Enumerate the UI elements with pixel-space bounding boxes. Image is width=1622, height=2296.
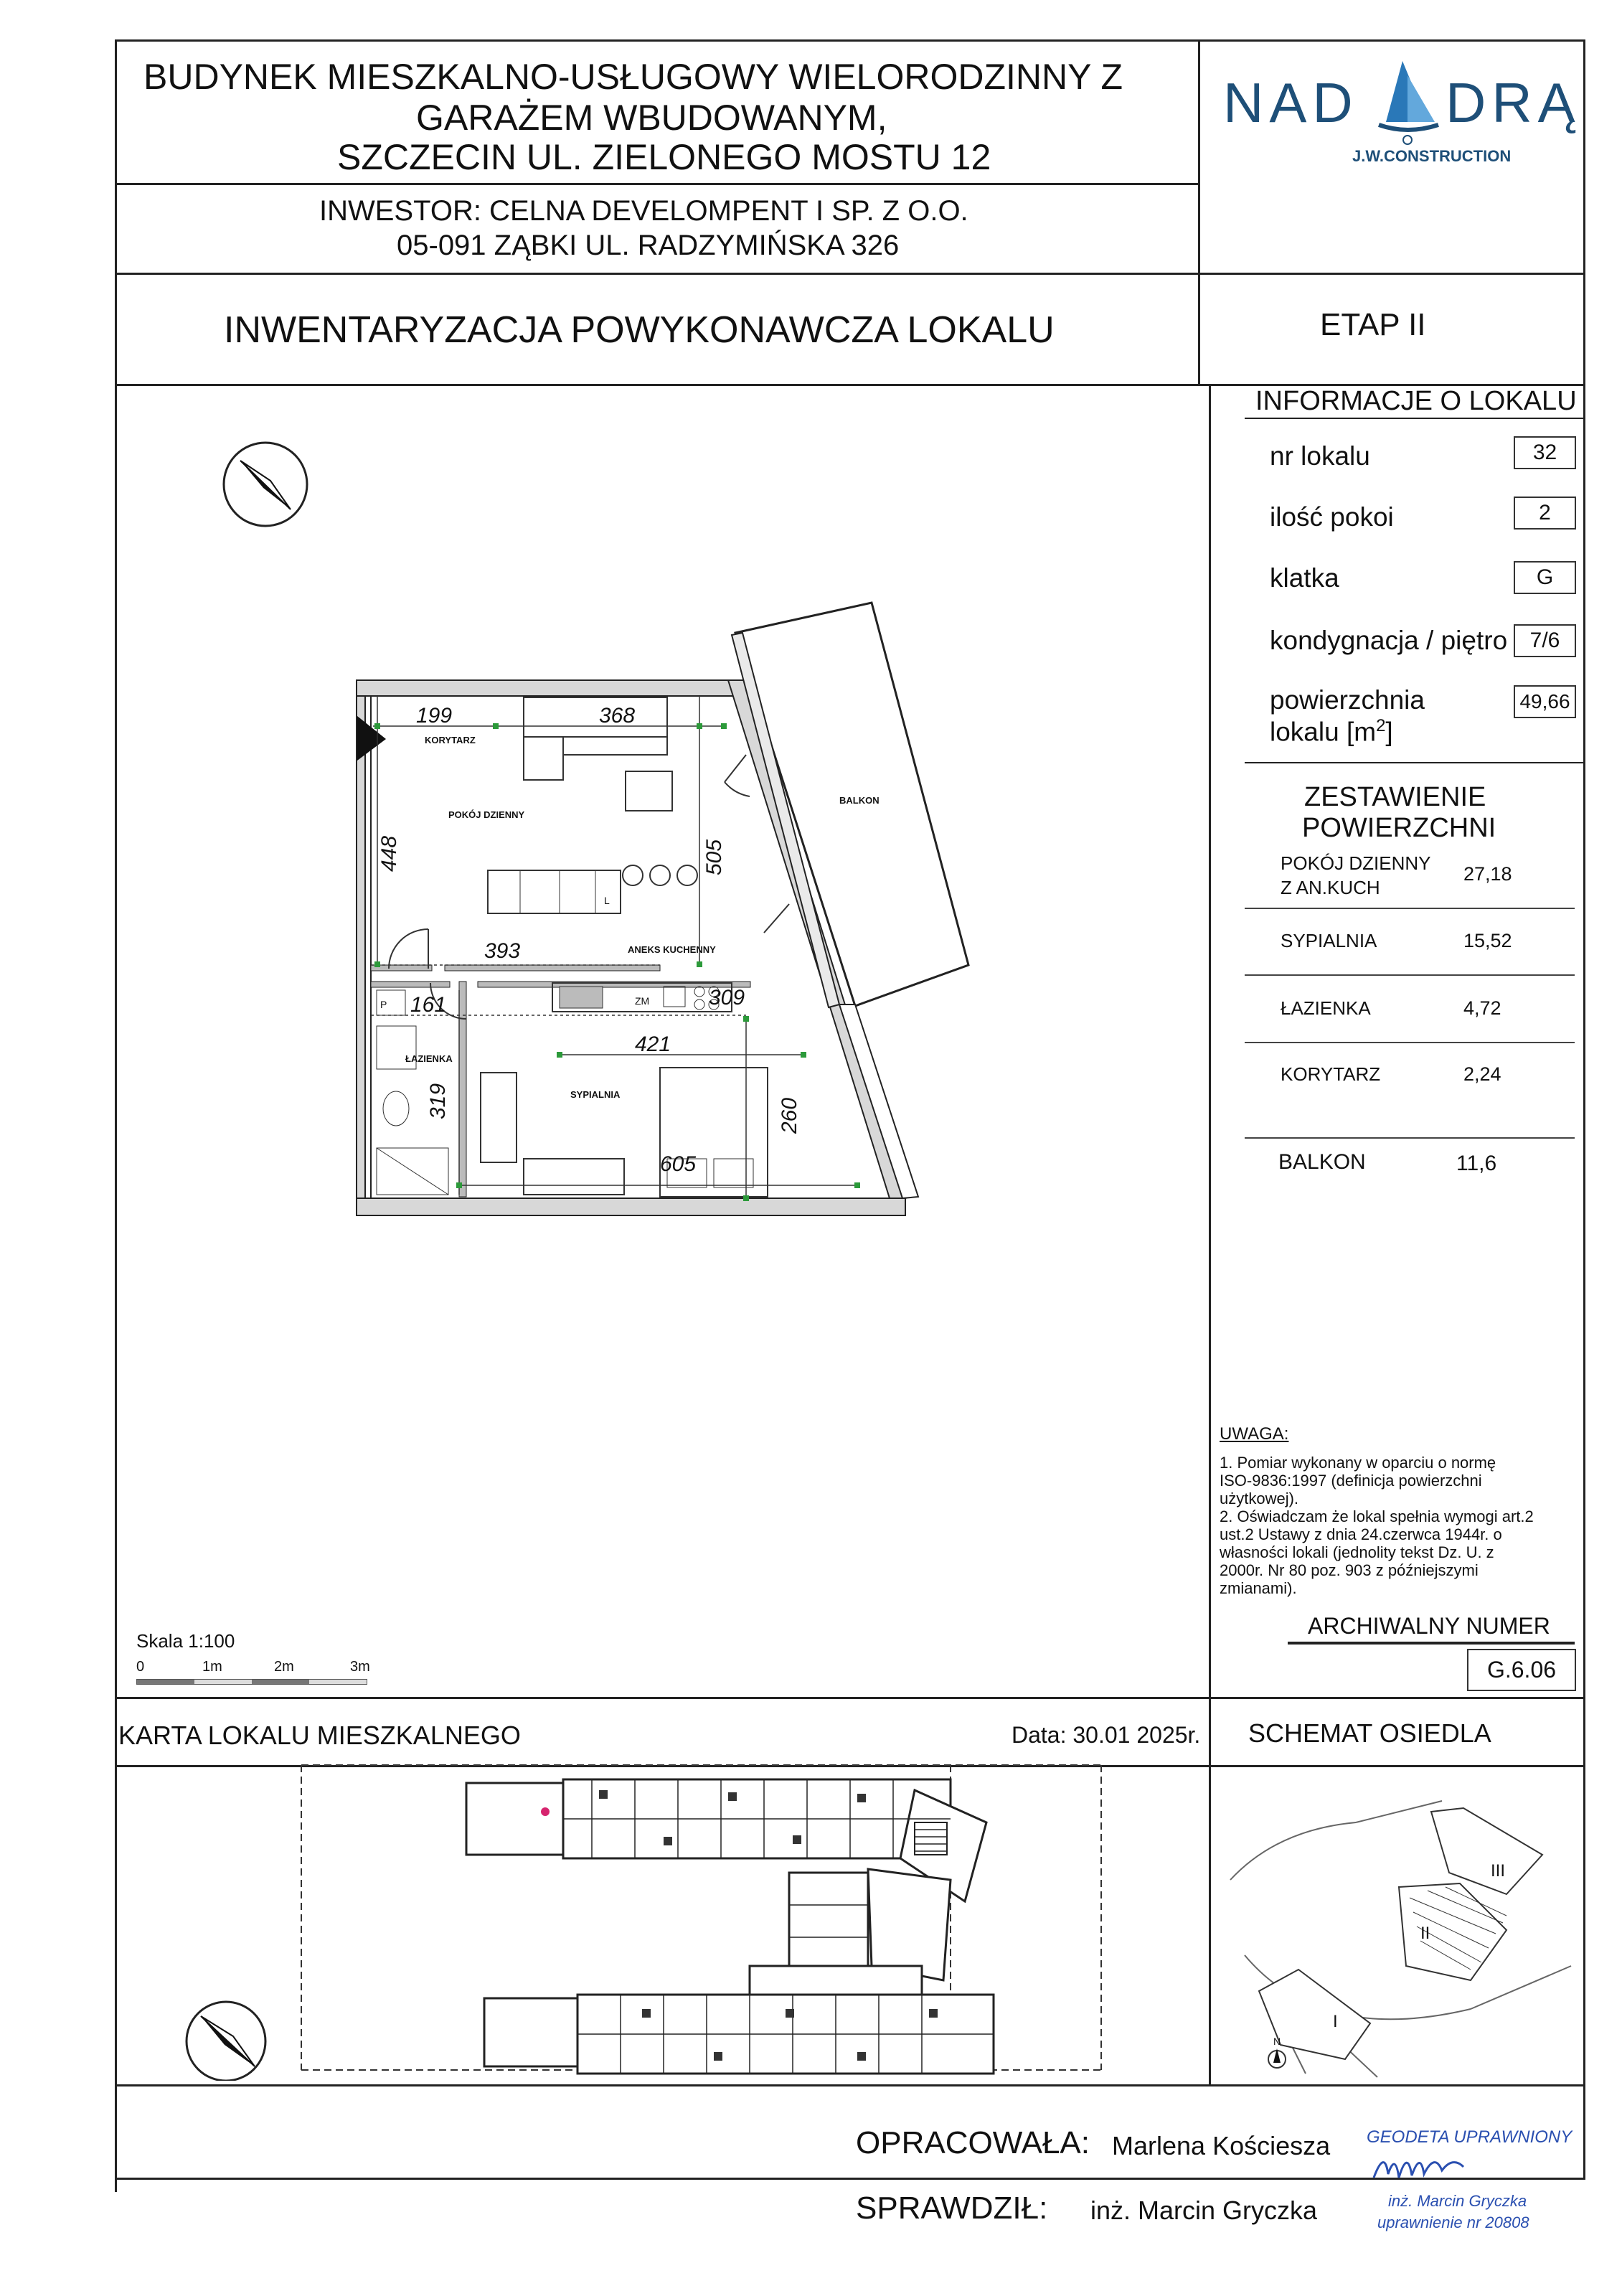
- scale-tick: 3m: [350, 1659, 370, 1675]
- area-label-hall: KORYTARZ: [1281, 1063, 1381, 1085]
- divider-h2: [115, 273, 1585, 275]
- note-line: ISO-9836:1997 (definicja powierzchni: [1220, 1472, 1482, 1490]
- svg-text:DRĄ: DRĄ: [1446, 71, 1578, 134]
- area-label-balcony: BALKON: [1278, 1150, 1366, 1174]
- info-value-floor: 7/6: [1514, 624, 1576, 657]
- area-row-sep-2: [1245, 974, 1575, 976]
- info-value-stair: G: [1514, 561, 1576, 594]
- scheme-label-1: I: [1333, 2012, 1338, 2031]
- room-bathroom: ŁAZIENKA: [405, 1053, 453, 1064]
- note-line: 2000r. Nr 80 poz. 903 z późniejszymi: [1220, 1561, 1479, 1579]
- title-line1: BUDYNEK MIESZKALNO-USŁUGOWY WIELORODZINNY Z: [143, 57, 1123, 97]
- dim-368: 368: [599, 704, 636, 728]
- note-line: ust.2 Ustawy z dnia 24.czerwca 1944r. o: [1220, 1525, 1502, 1543]
- note-line: zmianami).: [1220, 1579, 1297, 1597]
- room-kitchen: ANEKS KUCHENNY: [628, 944, 716, 955]
- room-bedroom: SYPIALNIA: [570, 1089, 621, 1100]
- area-label-living: POKÓJ DZIENNY: [1281, 852, 1431, 874]
- surveyor-stamp: [1356, 2120, 1573, 2257]
- areas-heading2: POWIERZCHNI: [1302, 813, 1496, 843]
- svg-text:NAD: NAD: [1223, 71, 1359, 134]
- area-label-bath: ŁAZIENKA: [1281, 997, 1371, 1019]
- note-line: użytkowej).: [1220, 1490, 1299, 1507]
- prepared-name: Marlena Kościesza: [1112, 2131, 1331, 2160]
- title-line2: GARAŻEM WBUDOWANYM,: [416, 98, 887, 138]
- note-line: 2. Oświadczam że lokal spełnia wymogi art.2: [1220, 1507, 1534, 1525]
- stage-label: ETAP II: [1320, 307, 1426, 342]
- archive-label: ARCHIWALNY NUMER: [1308, 1613, 1550, 1639]
- info-label-area: powierzchnia: [1270, 685, 1425, 715]
- area-label-bedroom: SYPIALNIA: [1281, 930, 1377, 951]
- info-value-nr: 32: [1514, 436, 1576, 469]
- scale-tick: 0: [136, 1659, 145, 1675]
- archive-underline: [1288, 1642, 1575, 1645]
- info-separator: [1245, 762, 1585, 763]
- scale-label: Skala 1:100: [136, 1630, 235, 1652]
- area-row-sep-4: [1245, 1137, 1575, 1139]
- dim-161: 161: [410, 993, 447, 1017]
- stamp-line2: inż. Marcin Gryczka: [1388, 2192, 1527, 2210]
- dim-605: 605: [660, 1152, 697, 1176]
- area-row-sep-1: [1245, 908, 1575, 909]
- archive-value: G.6.06: [1467, 1649, 1576, 1691]
- dim-505: 505: [702, 839, 726, 875]
- checked-name: inż. Marcin Gryczka: [1090, 2196, 1318, 2225]
- mark-p: P: [380, 999, 387, 1010]
- divider-footer-top: [115, 1697, 1585, 1699]
- scale-tick: 1m: [202, 1659, 222, 1675]
- mark-l: L: [604, 895, 610, 906]
- scheme-north-label: N: [1273, 2036, 1281, 2047]
- scheme-label-2: II: [1420, 1924, 1430, 1943]
- info-heading: INFORMACJE O LOKALU: [1255, 386, 1577, 416]
- info-label-floor: kondygnacja / piętro: [1270, 626, 1508, 655]
- investor-line2: 05-091 ZĄBKI UL. RADZYMIŃSKA 326: [397, 230, 900, 261]
- scale-tick: 2m: [274, 1659, 294, 1675]
- dim-319: 319: [426, 1083, 450, 1119]
- area-value-balcony: 11,6: [1456, 1152, 1497, 1175]
- dim-309: 309: [709, 986, 745, 1010]
- room-korytarz: KORYTARZ: [425, 735, 476, 745]
- room-living: POKÓJ DZIENNY: [448, 809, 525, 820]
- stamp-line1: GEODETA UPRAWNIONY: [1367, 2127, 1573, 2147]
- notes-heading: UWAGA:: [1220, 1424, 1289, 1444]
- area-value-bedroom: 15,52: [1463, 930, 1512, 951]
- investor-line1: INWESTOR: CELNA DEVELOMPENT I SP. Z O.O.: [319, 195, 968, 227]
- note-line: 1. Pomiar wykonany w oparciu o normę: [1220, 1454, 1496, 1472]
- site-scheme: [1212, 1772, 1582, 2081]
- checked-label: SPRAWDZIŁ:: [856, 2191, 1048, 2226]
- card-title: KARTA LOKALU MIESZKALNEGO: [118, 1721, 521, 1750]
- dim-260: 260: [778, 1097, 801, 1134]
- dim-393: 393: [484, 939, 521, 963]
- area-value-hall: 2,24: [1463, 1063, 1501, 1085]
- floor-plan: [344, 588, 990, 1234]
- info-label-area2: lokalu $[m^2]$: [1270, 716, 1393, 747]
- dim-199: 199: [416, 704, 453, 728]
- logo-sub: J.W.CONSTRUCTION: [1352, 147, 1512, 165]
- scheme-title: SCHEMAT OSIEDLA: [1248, 1718, 1491, 1748]
- info-heading-underline: [1245, 418, 1585, 419]
- prepared-label: OPRACOWAŁA:: [856, 2125, 1090, 2160]
- divider-h1: [115, 183, 1198, 185]
- frame-top: [115, 39, 1585, 42]
- areas-heading1: ZESTAWIENIE: [1304, 782, 1486, 812]
- doc-title: INWENTARYZACJA POWYKONAWCZA LOKALU: [224, 309, 1055, 351]
- company-logo: [1220, 50, 1578, 172]
- divider-vertical-header: [1198, 39, 1200, 384]
- info-label-rooms: ilość pokoi: [1270, 502, 1394, 532]
- area-value-living: 27,18: [1463, 863, 1512, 885]
- room-balcony: BALKON: [839, 795, 880, 806]
- north-arrow-plan: [219, 438, 312, 531]
- scheme-label-3: III: [1491, 1861, 1506, 1881]
- info-value-area: 49,66: [1514, 685, 1576, 718]
- divider-footer-vertical: [1209, 1697, 1211, 2084]
- mark-zm: ZM: [635, 995, 650, 1007]
- dim-448: 448: [377, 835, 401, 872]
- area-row-sep-3: [1245, 1042, 1575, 1043]
- info-label-stair: klatka: [1270, 563, 1339, 593]
- card-date: Data: 30.01 2025r.: [1012, 1722, 1201, 1748]
- frame-left: [115, 39, 117, 2192]
- dim-421: 421: [635, 1032, 671, 1056]
- title-line3: SZCZECIN UL. ZIELONEGO MOSTU 12: [337, 137, 991, 177]
- note-line: własności lokali (jednolity tekst Dz. U. z: [1220, 1543, 1494, 1561]
- estate-plan: [118, 1751, 1202, 2081]
- divider-footer-bottom: [115, 2084, 1585, 2086]
- area-value-bath: 4,72: [1463, 997, 1501, 1019]
- scale-bar: [136, 1659, 380, 1688]
- stamp-line3: uprawnienie nr 20808: [1377, 2213, 1529, 2231]
- area-label-living2: Z AN.KUCH: [1281, 877, 1380, 898]
- divider-right-col: [1209, 384, 1211, 1697]
- notes-body: [1220, 1454, 1534, 1597]
- info-label-nr: nr lokalu: [1270, 441, 1370, 471]
- info-value-rooms: 2: [1514, 497, 1576, 530]
- frame-right: [1583, 39, 1585, 2178]
